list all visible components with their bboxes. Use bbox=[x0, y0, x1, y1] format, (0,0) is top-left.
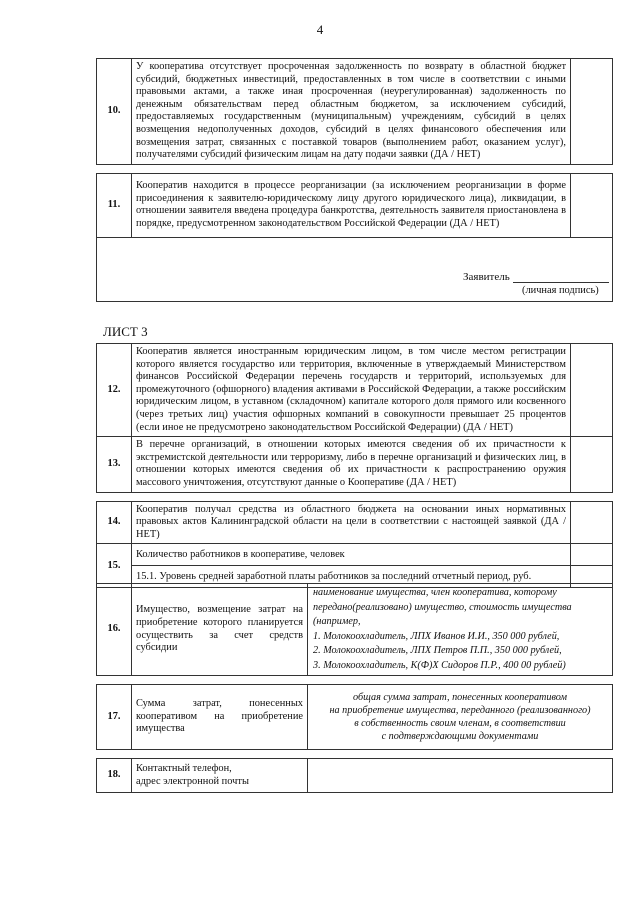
question-text: У кооператива отсутствует просроченная задолженность по возврату в областной бюджет субсидий, бюджетных инвестиций, предоставленных в том числе в соответствии с иными правовыми актами, а также иная просроченная (неурегулированная) задолженность по денежным обязательствам перед областным бюджетом, за исключением субсидий, предоставляемых государственным (муниципальным) учреждениям, субсидий в целях возмещения недополученных доходов, субсидий в целях финансового обеспечения или возмещения затрат, связанных с поставкой товаров (выполнением работ, оказанием услуг), получателями субсидий физическим лицам на дату подачи заявки (ДА / НЕТ) bbox=[132, 59, 571, 165]
questionnaire-table-top bbox=[96, 58, 613, 302]
answer-cell[interactable] bbox=[571, 344, 613, 437]
label-line: адрес электронной почты bbox=[136, 775, 249, 787]
answer-cell[interactable] bbox=[308, 759, 613, 793]
hint-line: на приобретение имущества, переданного (реализованного) bbox=[329, 705, 591, 716]
hint-line: в собственность своим членам, в соответствии bbox=[354, 718, 566, 729]
hint-line: общая сумма затрат, понесенных кооперативом bbox=[352, 692, 567, 703]
row-gap bbox=[97, 164, 613, 173]
questionnaire-table-bottom bbox=[96, 583, 613, 793]
answer-cell[interactable] bbox=[571, 437, 613, 492]
table-row bbox=[97, 501, 613, 544]
question-text: 15.1. Уровень средней заработной платы работников за последний отчетный период, руб. bbox=[132, 566, 571, 588]
hint-line: 2. Молокоохладитель, ЛПХ Петров П.П., 350 000 рублей, bbox=[313, 645, 562, 656]
field-label: Сумма затрат, понесенных кооперативом на приобретение имущества bbox=[132, 685, 308, 750]
input-hint[interactable] bbox=[308, 584, 613, 676]
sheet-title: ЛИСТ 3 bbox=[103, 324, 148, 339]
question-text: В перечне организаций, в отношении которых имеются сведения об их причастности к экстремистской деятельности или терроризму, либо в перечне организаций и физических лиц, в отношении которых имеются сведения об их причастности к распространению оружия массового уничтожения, отсутствуют данные о Кооперативе (ДА / НЕТ) bbox=[132, 437, 571, 492]
table-row bbox=[97, 437, 613, 492]
row-number: 11. bbox=[97, 173, 132, 237]
table-row bbox=[97, 59, 613, 165]
hint-line: 3. Молокоохладитель, К(Ф)Х Сидоров П.Р., 400 00 рублей) bbox=[313, 659, 566, 671]
table-row bbox=[97, 759, 613, 793]
hint-line: 1. Молокоохладитель, ЛПХ Иванов И.И., 350 000 рублей, bbox=[313, 630, 560, 642]
answer-cell[interactable] bbox=[571, 173, 613, 237]
answer-cell[interactable] bbox=[571, 544, 613, 566]
signature-row bbox=[97, 237, 613, 301]
answer-cell[interactable] bbox=[571, 59, 613, 165]
row-number: 13. bbox=[97, 437, 132, 492]
row-number: 17. bbox=[97, 685, 132, 750]
signature-block bbox=[97, 237, 613, 301]
table-row bbox=[97, 173, 613, 237]
question-text: Кооператив получал средства из областного бюджета на основании иных нормативных правовых актов Калининградской области на цели в соответствии с настоящей заявкой (ДА / НЕТ) bbox=[132, 501, 571, 544]
field-label: Имущество, возмещение затрат на приобретение которого планируется осуществить за счет средств субсидии bbox=[132, 584, 308, 676]
row-gap bbox=[97, 676, 613, 685]
row-gap bbox=[97, 750, 613, 759]
applicant-label: Заявитель bbox=[463, 270, 510, 283]
table-row bbox=[97, 750, 613, 759]
question-text: Кооператив является иностранным юридическим лицом, в том числе местом регистрации которого является государство или территория, включенные в утверждаемый Министерством финансов Российской Федерации перечень государств и территорий, используемых для промежуточного (офшорного) владения активами в Российской Федерации, а также российским юридическим лицом, в уставном (складочном) капитале которого доля прямого или косвенного (через третьих лиц) участия офшорных компаний в совокупности превышает 25 процентов (если иное не предусмотрено законодательством Российской Федерации) (ДА / НЕТ) bbox=[132, 344, 571, 437]
row-number: 16. bbox=[97, 584, 132, 676]
row-gap bbox=[97, 492, 613, 501]
table-row bbox=[97, 492, 613, 501]
row-number: 12. bbox=[97, 344, 132, 437]
signature-caption: (личная подпись) bbox=[522, 284, 599, 296]
row-number: 15. bbox=[97, 544, 132, 588]
table-row bbox=[97, 344, 613, 437]
row-number: 10. bbox=[97, 59, 132, 165]
table-row bbox=[97, 685, 613, 750]
label-line: Контактный телефон, bbox=[136, 762, 232, 774]
row-number: 14. bbox=[97, 501, 132, 544]
question-text: Количество работников в кооперативе, человек bbox=[132, 544, 571, 566]
table-row bbox=[97, 544, 613, 566]
questionnaire-table-sheet3 bbox=[96, 343, 613, 588]
input-hint[interactable] bbox=[308, 685, 613, 750]
hint-line: наименование имущества, член кооператива, которому передано(реализовано) имущество, стоимость имущества (например, bbox=[313, 587, 572, 627]
table-row bbox=[97, 164, 613, 173]
row-number: 18. bbox=[97, 759, 132, 793]
table-row bbox=[97, 584, 613, 676]
page-number: 4 bbox=[316, 22, 324, 37]
signature-line[interactable] bbox=[513, 282, 609, 283]
field-label bbox=[132, 759, 308, 793]
table-row bbox=[97, 676, 613, 685]
question-text: Кооператив находится в процессе реорганизации (за исключением реорганизации в форме присоединения к заявителю-юридическому лицу другого юридического лица), ликвидации, в отношении заявителя введена процедура банкротства, деятельность заявителя приостановлена в порядке, предусмотренном законодательством Российской Федерации (ДА / НЕТ) bbox=[132, 173, 571, 237]
hint-line: с подтверждающими документами bbox=[381, 731, 539, 742]
answer-cell[interactable] bbox=[571, 501, 613, 544]
